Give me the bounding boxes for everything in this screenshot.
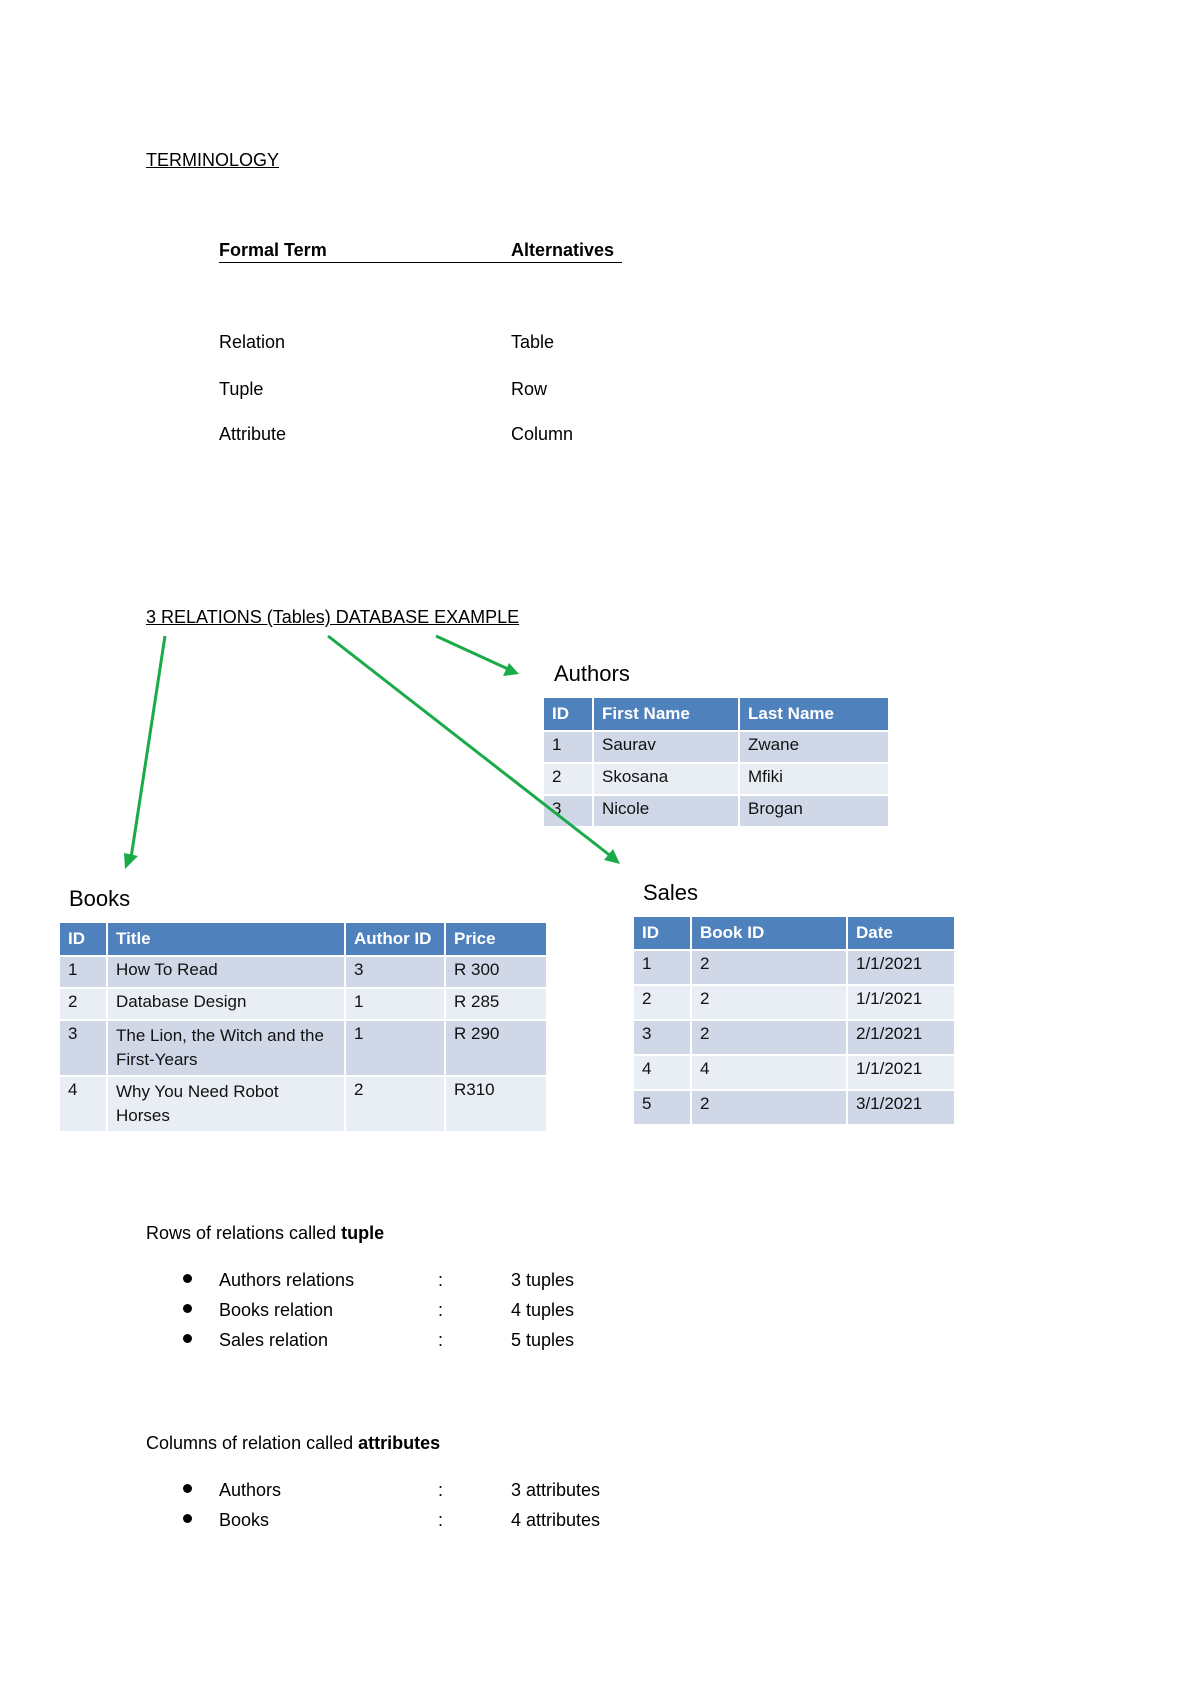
sales-col-id: ID xyxy=(633,916,691,950)
cell: 4 xyxy=(633,1055,691,1090)
cell: 1 xyxy=(543,731,593,763)
formal-term-header: Formal Term xyxy=(219,240,327,260)
cell: 3 xyxy=(633,1020,691,1055)
item-separator: : xyxy=(438,1330,444,1350)
item-label: Authors xyxy=(219,1480,282,1500)
arrow-line xyxy=(328,636,612,857)
cell: 4 xyxy=(691,1055,847,1090)
list-item xyxy=(219,1300,719,1330)
cell: R310 xyxy=(445,1076,547,1132)
bullet-icon xyxy=(183,1514,192,1523)
cell: 1/1/2021 xyxy=(847,950,955,985)
attributes-list xyxy=(219,1480,719,1540)
item-label: Books relation xyxy=(219,1300,334,1320)
example-heading: 3 RELATIONS (Tables) DATABASE EXAMPLE xyxy=(146,607,520,627)
cell: R 290 xyxy=(445,1020,547,1076)
authors-col-last-name: Last Name xyxy=(739,697,889,731)
bullet-icon xyxy=(183,1334,192,1343)
cell: Nicole xyxy=(593,795,739,827)
list-item xyxy=(219,1480,719,1510)
item-label: Authors relations xyxy=(219,1270,355,1290)
cell: Brogan xyxy=(739,795,889,827)
cell: Skosana xyxy=(593,763,739,795)
cell: 1/1/2021 xyxy=(847,1055,955,1090)
cell: 2 xyxy=(691,1090,847,1125)
item-separator: : xyxy=(438,1510,444,1530)
arrow-to-books xyxy=(124,636,165,869)
tuples-intro-text: Rows of relations called xyxy=(146,1223,342,1243)
cell: Database Design xyxy=(107,988,345,1020)
cell: 2 xyxy=(633,985,691,1020)
cell: 2/1/2021 xyxy=(847,1020,955,1055)
attributes-intro-bold: attributes xyxy=(358,1433,441,1453)
sales-col-date: Date xyxy=(847,916,955,950)
list-item xyxy=(219,1330,719,1360)
books-col-price: Price xyxy=(445,922,547,956)
item-value: 3 attributes xyxy=(511,1480,601,1500)
arrow-to-authors xyxy=(436,636,519,676)
item-separator: : xyxy=(438,1270,444,1290)
books-caption: Books xyxy=(69,886,131,911)
cell: 5 xyxy=(633,1090,691,1125)
bullet-icon xyxy=(183,1274,192,1283)
cell: 1 xyxy=(345,1020,445,1076)
cell: 2 xyxy=(345,1076,445,1132)
books-col-id: ID xyxy=(59,922,107,956)
cell: 1 xyxy=(59,956,107,988)
cell: 3/1/2021 xyxy=(847,1090,955,1125)
list-item xyxy=(219,1270,719,1300)
item-separator: : xyxy=(438,1480,444,1500)
cell: R 285 xyxy=(445,988,547,1020)
cell: 1/1/2021 xyxy=(847,985,955,1020)
terminology-heading: TERMINOLOGY xyxy=(146,150,280,170)
term-formal-relation: Relation xyxy=(219,332,286,352)
sales-col-book-id: Book ID xyxy=(691,916,847,950)
cell: R 300 xyxy=(445,956,547,988)
authors-caption: Authors xyxy=(554,661,630,686)
tuples-intro xyxy=(146,1223,384,1244)
arrow-line xyxy=(436,636,508,669)
cell: 3 xyxy=(543,795,593,827)
arrow-to-sales xyxy=(328,636,620,864)
arrow-head xyxy=(503,663,519,676)
cell: 3 xyxy=(59,1020,107,1076)
term-formal-attribute: Attribute xyxy=(219,424,287,444)
term-alt-table: Table xyxy=(511,332,555,352)
cell: 2 xyxy=(691,985,847,1020)
cell: 4 xyxy=(59,1076,107,1132)
item-separator: : xyxy=(438,1300,444,1320)
books-col-title: Title xyxy=(107,922,345,956)
list-item xyxy=(219,1510,719,1540)
arrow-head xyxy=(124,853,138,869)
item-value: 4 attributes xyxy=(511,1510,601,1530)
alternatives-header: Alternatives xyxy=(511,240,615,260)
cell: 2 xyxy=(691,1020,847,1055)
item-value: 3 tuples xyxy=(511,1270,575,1290)
cell: 1 xyxy=(633,950,691,985)
tuples-list xyxy=(219,1270,719,1360)
cell: 2 xyxy=(59,988,107,1020)
bullet-icon xyxy=(183,1304,192,1313)
authors-col-first-name: First Name xyxy=(593,697,739,731)
cell: 2 xyxy=(691,950,847,985)
term-alt-column: Column xyxy=(511,424,574,444)
cell: 2 xyxy=(543,763,593,795)
tuples-intro-bold: tuple xyxy=(341,1223,385,1243)
cell: Zwane xyxy=(739,731,889,763)
term-formal-tuple: Tuple xyxy=(219,379,264,399)
item-value: 4 tuples xyxy=(511,1300,575,1320)
cell: Mfiki xyxy=(739,763,889,795)
arrow-line xyxy=(131,636,165,858)
attributes-intro xyxy=(146,1433,440,1454)
item-value: 5 tuples xyxy=(511,1330,575,1350)
cell: How To Read xyxy=(107,956,345,988)
cell: Why You Need Robot Horses xyxy=(107,1076,345,1132)
term-alt-row: Row xyxy=(511,379,548,399)
sales-caption: Sales xyxy=(643,880,699,905)
books-col-author-id: Author ID xyxy=(345,922,445,956)
cell: 3 xyxy=(345,956,445,988)
authors-col-id: ID xyxy=(543,697,593,731)
cell: The Lion, the Witch and the First-Years xyxy=(107,1020,345,1076)
bullet-icon xyxy=(183,1484,192,1493)
cell: 1 xyxy=(345,988,445,1020)
item-label: Books xyxy=(219,1510,270,1530)
attributes-intro-text: Columns of relation called xyxy=(146,1433,359,1453)
item-label: Sales relation xyxy=(219,1330,329,1350)
cell: Saurav xyxy=(593,731,739,763)
